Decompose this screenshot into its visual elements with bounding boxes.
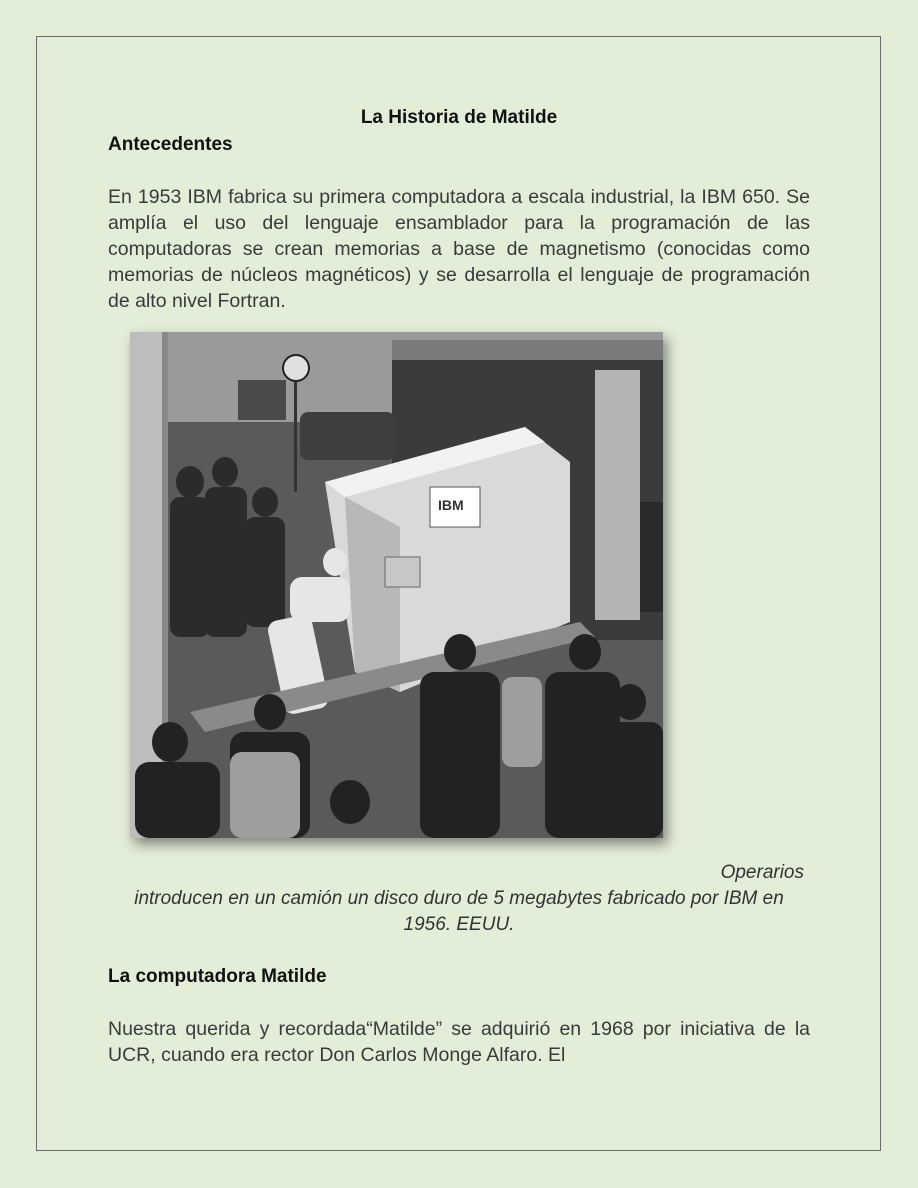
document-body [108, 104, 810, 314]
photo-caption [108, 860, 810, 938]
caption-rest: introducen en un camión un disco duro de 5 megabytes fabricado por IBM en 1956. EEUU. [134, 888, 784, 935]
document-title: La Historia de Matilde [360, 107, 558, 128]
historical-photo [130, 332, 663, 838]
photo-illustration [130, 332, 663, 838]
section-heading-antecedentes: Antecedentes [108, 134, 233, 155]
caption-line-1: Operarios [720, 862, 804, 883]
crate-logo: IBM [438, 497, 464, 513]
section-heading-matilde: La computadora Matilde [108, 966, 327, 987]
paragraph-matilde: Nuestra querida y recordada“Matilde” se adquirió en 1968 por iniciativa de la UCR, cuando era rector Don Carlos Monge Alfaro. El [108, 1018, 810, 1066]
paragraph-antecedentes: En 1953 IBM fabrica su primera computadora a escala industrial, la IBM 650. Se amplía el uso del lenguaje ensamblador para la programación de las computadoras se crean memorias a base de magnetismo (conocidas como memorias de núcleos magnéticos) y se desarrolla el lenguaje de programación de alto nivel Fortran. [108, 186, 810, 312]
document-body-2 [108, 964, 810, 1068]
